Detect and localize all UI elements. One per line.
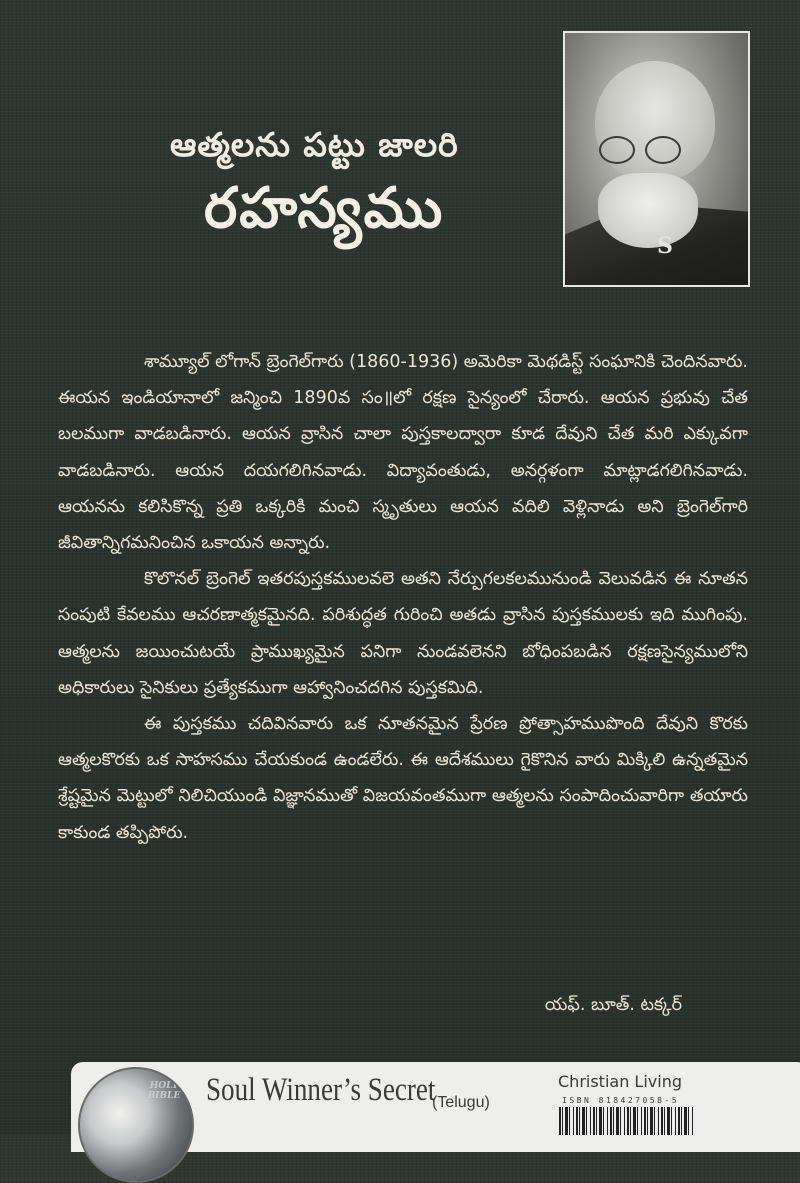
glasses-icon bbox=[645, 136, 681, 164]
language-tag: (Telugu) bbox=[432, 1094, 490, 1111]
globe-logo-text: HOLY BIBLE bbox=[147, 1081, 181, 1101]
blurb-signature: యఫ్. బూత్. టక్కర్ bbox=[544, 995, 682, 1015]
cover-title bbox=[170, 125, 550, 255]
category-label: Christian Living bbox=[558, 1072, 682, 1091]
title-line-2: రహస్యము bbox=[204, 176, 445, 241]
portrait-beard bbox=[598, 173, 698, 248]
title-line-1: ఆత్మలను పట్టు జాలరి bbox=[170, 125, 459, 164]
globe-bible-logo-icon bbox=[78, 1067, 194, 1183]
author-portrait bbox=[563, 31, 750, 287]
barcode-icon bbox=[559, 1107, 695, 1135]
english-title: Soul Winner’s Secret bbox=[206, 1072, 436, 1108]
isbn-text: ISBN 818427058-5 bbox=[562, 1096, 680, 1105]
blurb-paragraph: శామ్యూల్ లోగాన్ బ్రెంగెల్‌గారు (1860-1936) అమెరికా మెథడిస్ట్ సంఘానికి చెందినవారు. ఈయన ఇండియానాలో జన్మించి 1890వ సం॥లో రక్షణ సైన్యంలో చేరారు. ఆయన ప్రభువు చేత బలముగా వాడబడినారు. ఆయన వ్రాసిన చాలా పుస్తకాలద్వారా కూడ దేవుని చేత మరి ఎక్కువగా వాడబడినారు. ఆయన దయగలిగినవాడు. విద్యావంతుడు, అనర్గళంగా మాట్లాడగలిగినవాడు. ఆయనను కలిసికొన్న ప్రతి ఒక్కరికి మంచి స్మృతులు ఆయన వదిలి వెళ్లినాడు అని బ్రెంగెల్‌గారి జీవితాన్నిగమనించిన ఒకాయన అన్నారు. bbox=[58, 352, 748, 554]
blurb-paragraph: ఈ పుస్తకము చదివినవారు ఒక నూతనమైన ప్రేరణ ప్రోత్సాహముపొంది దేవుని కొరకు ఆత్మలకొరకు ఒక సాహసము చేయకుండ ఉండలేరు. ఈ ఆదేశములు గైకొనిన వారు మిక్కిలి ఉన్నతమైన శ్రేష్టమైన మెట్టులో నిలిచియుండి విజ్ఞానముతో విజయవంతముగా ఆత్మలను సంపాదించువారిగా తయారు కాకుండ తప్పిపోరు. bbox=[58, 714, 748, 843]
collar-s-insignia-icon: S bbox=[657, 233, 673, 259]
back-cover-blurb bbox=[58, 344, 748, 851]
glasses-icon bbox=[599, 136, 635, 164]
blurb-paragraph: కొలొనల్ బ్రెంగెల్ ఇతరపుస్తకములవలె అతని నేర్పుగలకలమునుండి వెలువడిన ఈ నూతన సంపుటి కేవలము ఆచరణాత్మకమైనది. పరిశుద్ధత గురించి అతడు వ్రాసిన పుస్తకములకు ఇది ముగింపు. ఆత్మలను జయించుటయే ప్రాముఖ్యమైన పనిగా నుండవలెనని బోధింపబడిన రక్షణసైన్యములోని అధికారులు సైనికులు ప్రత్యేకముగా ఆహ్వానించదగిన పుస్తకమిది. bbox=[58, 569, 748, 698]
